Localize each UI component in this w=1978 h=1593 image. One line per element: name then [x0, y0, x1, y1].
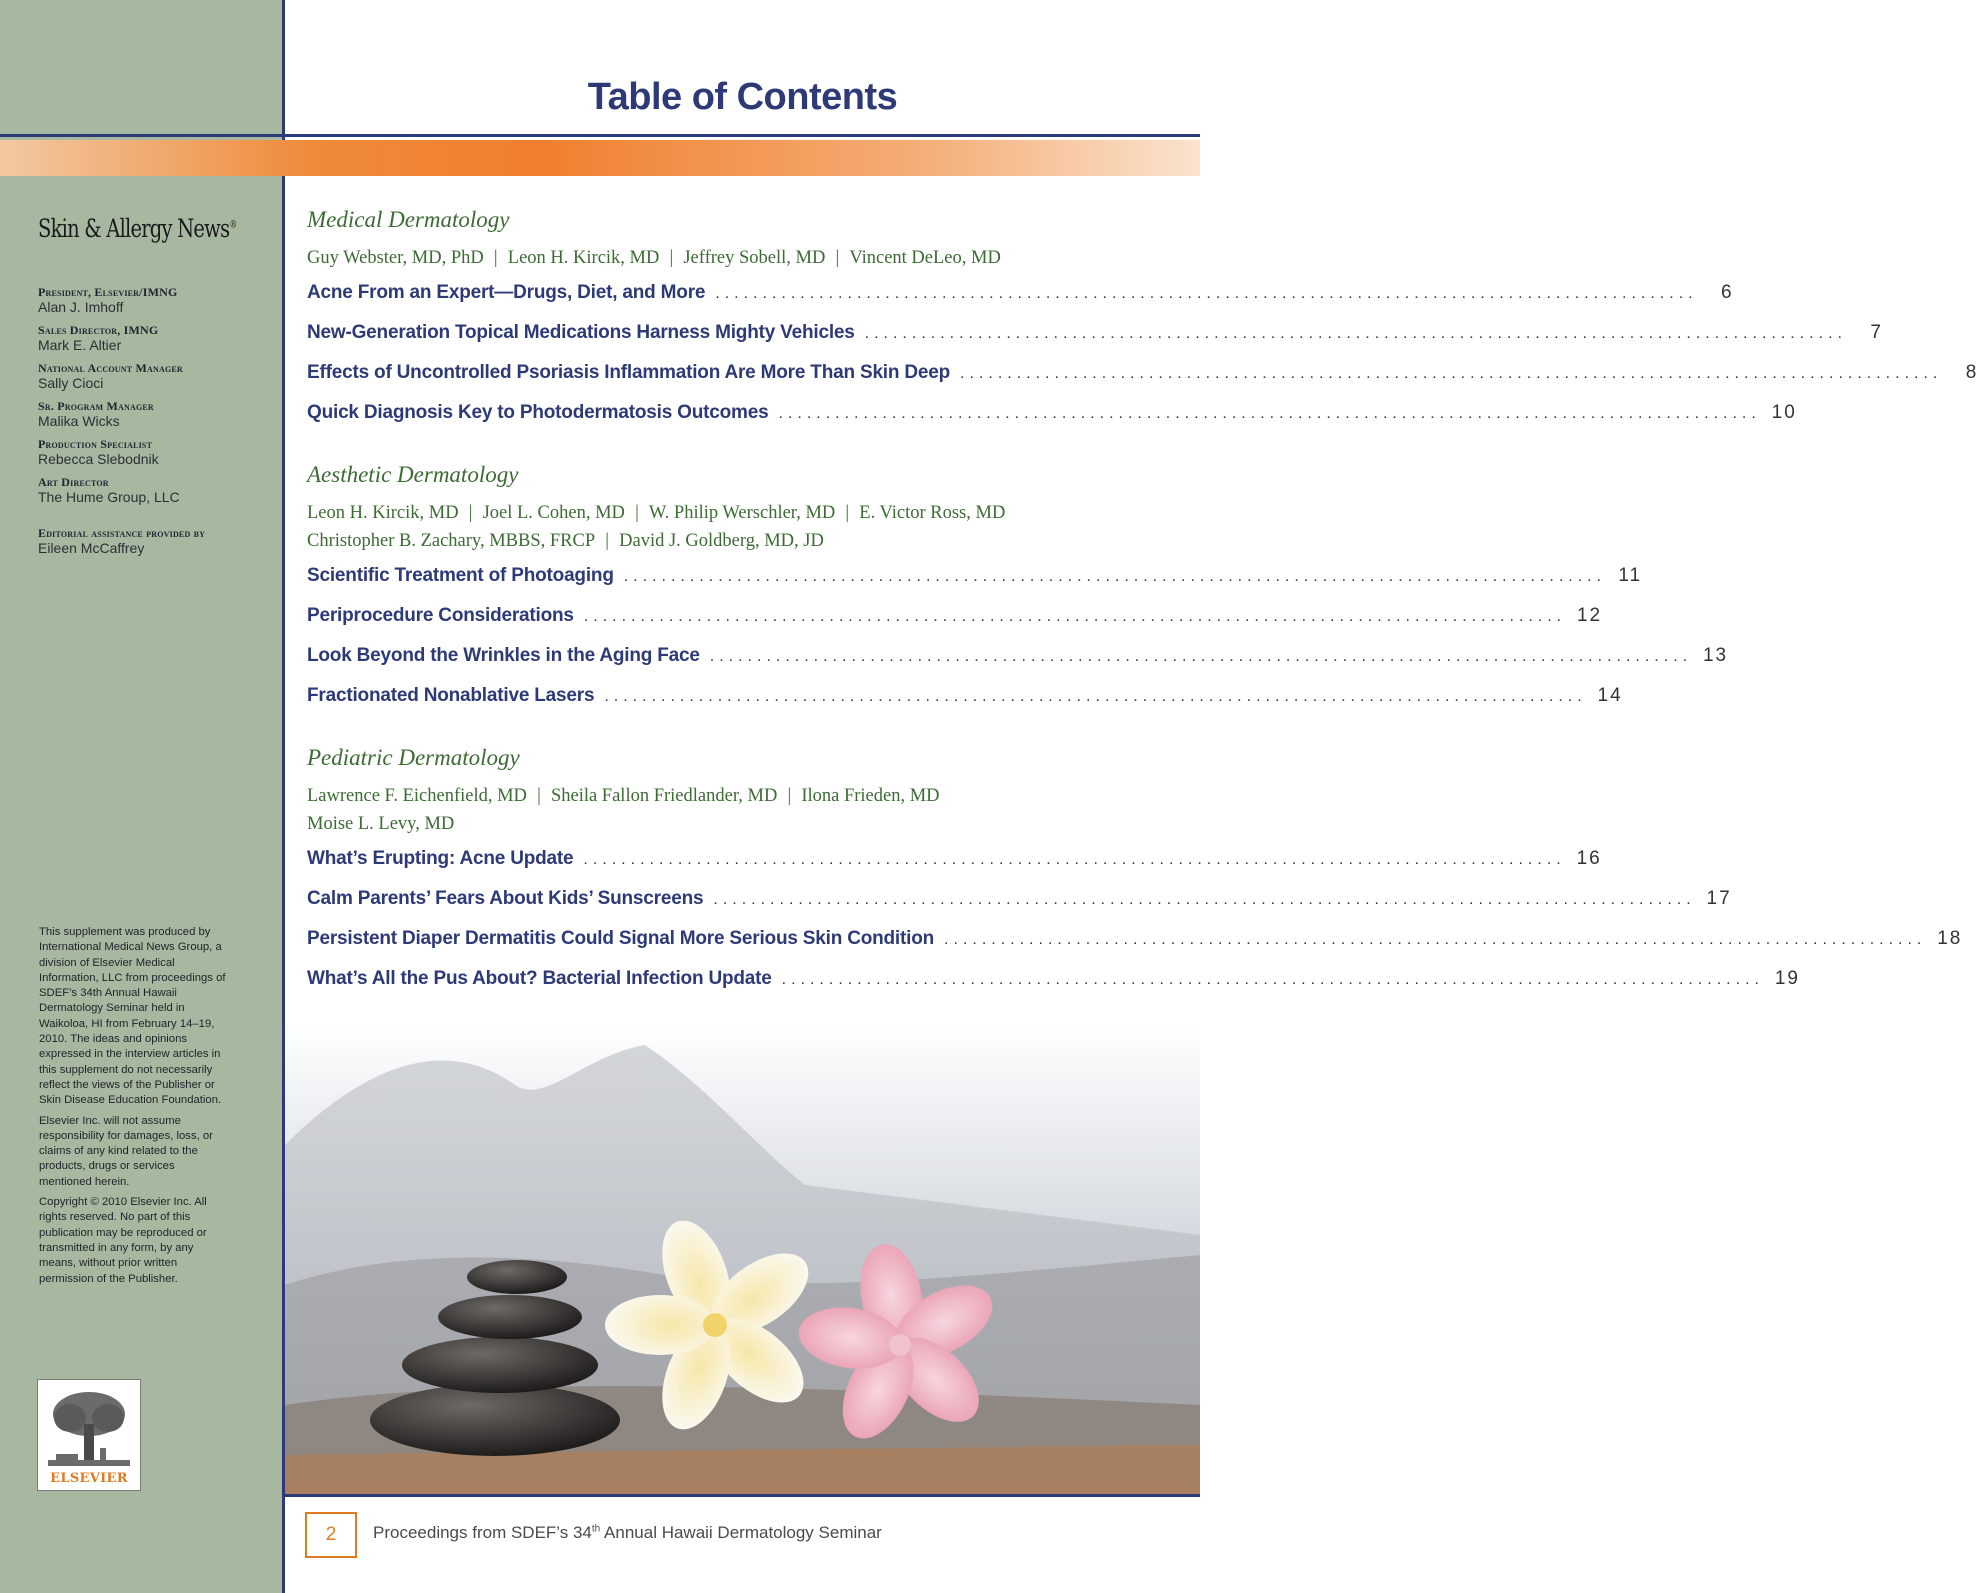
entry-page: 11: [1618, 565, 1643, 586]
author-list: [307, 499, 1067, 555]
entry-page: 10: [1771, 402, 1797, 423]
staff-role: Editorial assistance provided by: [38, 526, 206, 540]
toc-entry[interactable]: [307, 968, 1800, 1008]
staff-name: Alan J. Imhoff: [38, 299, 124, 315]
author-separator: |: [845, 503, 850, 523]
author: Christopher B. Zachary, MBBS, FRCP: [307, 531, 596, 551]
staff-item: [38, 285, 274, 316]
dot-leader: ........................................................................................................: [604, 688, 1587, 705]
entry-list: [307, 282, 1978, 442]
entry-title: Quick Diagnosis Key to Photodermatosis Outcomes: [307, 402, 769, 423]
toc-entry[interactable]: [307, 322, 1883, 362]
entry-page: 18: [1937, 928, 1963, 949]
dot-leader: ........................................................................................................: [715, 285, 1698, 302]
entry-title: Scientific Treatment of Photoaging: [307, 565, 614, 586]
staff-name: The Hume Group, LLC: [38, 489, 180, 505]
entry-title: Fractionated Nonablative Lasers: [307, 685, 595, 706]
section-title: Pediatric Dermatology: [307, 745, 520, 770]
staff-name: Mark E. Altier: [38, 337, 122, 353]
author: Jeffrey Sobell, MD: [683, 248, 826, 268]
staff-role: Production Specialist: [38, 437, 153, 451]
author: Leon H. Kircik, MD: [307, 503, 459, 523]
dot-leader: ........................................................................................................: [781, 971, 1764, 988]
entry-title: Look Beyond the Wrinkles in the Aging Face: [307, 645, 700, 666]
section-aesthetic: [307, 460, 1729, 725]
staff-list: [38, 285, 274, 564]
header-rule: [285, 134, 1200, 137]
toc-entry[interactable]: [307, 848, 1602, 888]
section-title: Medical Dermatology: [307, 207, 510, 232]
dot-leader: ........................................................................................................: [778, 405, 1761, 422]
staff-name: Sally Cioci: [38, 375, 104, 391]
dot-leader: ........................................................................................................: [944, 931, 1927, 948]
orange-band: [0, 140, 1200, 176]
entry-title: Acne From an Expert—Drugs, Diet, and More: [307, 282, 706, 303]
author: Sheila Fallon Friedlander, MD: [550, 786, 778, 806]
author-separator: |: [537, 786, 541, 806]
entry-title: New-Generation Topical Medications Harness Mighty Vehicles: [307, 322, 855, 343]
staff-role: National Account Manager: [38, 361, 183, 375]
footer-text-sup: th: [591, 1523, 601, 1535]
dot-leader: ........................................................................................................: [583, 608, 1567, 625]
author-list: [307, 782, 1067, 838]
author-separator: |: [635, 503, 639, 523]
author-list: [307, 244, 1067, 272]
toc-content: [307, 205, 1978, 1026]
spa-illustration: [285, 1025, 1200, 1495]
entry-page: 14: [1597, 685, 1623, 706]
dot-leader: ........................................................................................................: [709, 648, 1693, 665]
author: Leon H. Kircik, MD: [507, 248, 660, 268]
entry-page: 8: [1965, 362, 1978, 383]
entry-title: Periprocedure Considerations: [307, 605, 574, 626]
author-separator: |: [835, 248, 840, 268]
entry-list: [307, 848, 1963, 1008]
spa-stones-image: [285, 1025, 1200, 1495]
author: David J. Goldberg, MD, JD: [619, 531, 824, 551]
toc-entry[interactable]: [307, 928, 1963, 968]
footer-text-end: Annual Hawaii Dermatology Seminar: [600, 1523, 882, 1542]
sidebar-header-block: [0, 0, 282, 137]
logo-wordmark: ELSEVIER: [50, 1471, 128, 1486]
entry-page: 12: [1576, 605, 1603, 626]
disclaimer-paragraph: This supplement was produced by International Medical News Group, a division of Elsevier Medical Information, LLC from proceedings of SDEF’s 34th Annual Hawaii Dermatology Seminar held in Waikoloa, HI from February 14–19, 2010. The ideas and opinions expressed in the interview articles in this supplement do not necessarily reflect the views of the Publisher or Skin Disease Education Foundation.: [39, 926, 226, 1107]
author: Guy Webster, MD, PhD: [307, 248, 484, 268]
staff-name: Rebecca Slebodnik: [38, 451, 159, 467]
dot-leader: ........................................................................................................: [713, 891, 1696, 908]
toc-entry[interactable]: [307, 402, 1797, 442]
author: Joel L. Cohen, MD: [482, 503, 625, 523]
disclaimer-paragraph: Elsevier Inc. will not assume responsibility for damages, loss, or claims of any kind related to the products, drugs or services mentioned herein.: [39, 1114, 213, 1188]
author-separator: |: [669, 248, 674, 268]
toc-entry[interactable]: [307, 565, 1643, 605]
author: Lawrence F. Eichenfield, MD: [307, 786, 527, 806]
footer-text: [373, 1523, 882, 1543]
staff-role: Art Director: [38, 475, 109, 489]
author: Ilona Frieden, MD: [801, 786, 940, 806]
author-separator: |: [468, 503, 473, 523]
staff-role: Sr. Program Manager: [38, 399, 154, 413]
toc-entry[interactable]: [307, 645, 1729, 685]
author: Vincent DeLeo, MD: [849, 248, 1001, 268]
author: W. Philip Werschler, MD: [648, 503, 836, 523]
section-medical: [307, 205, 1978, 442]
staff-item: [38, 526, 274, 557]
author: E. Victor Ross, MD: [859, 503, 1006, 523]
entry-title: What’s Erupting: Acne Update: [307, 848, 574, 869]
entry-page: 17: [1706, 888, 1732, 909]
toc-entry[interactable]: [307, 605, 1603, 645]
entry-page: 13: [1702, 645, 1729, 666]
toc-entry[interactable]: [307, 362, 1978, 402]
staff-name: Eileen McCaffrey: [38, 540, 145, 556]
page-title: Table of Contents: [587, 76, 898, 118]
toc-entry[interactable]: [307, 888, 1732, 928]
footer-rule: [285, 1494, 1200, 1497]
staff-item: [38, 361, 274, 392]
entry-page: 19: [1774, 968, 1800, 989]
section-title: Aesthetic Dermatology: [307, 462, 519, 487]
entry-title: Persistent Diaper Dermatitis Could Signal More Serious Skin Condition: [307, 928, 935, 949]
toc-entry[interactable]: [307, 282, 1734, 322]
staff-name: Malika Wicks: [38, 413, 120, 429]
toc-entry[interactable]: [307, 685, 1623, 725]
author-separator: |: [787, 786, 792, 806]
dot-leader: ........................................................................................................: [623, 568, 1607, 585]
staff-item: [38, 399, 274, 430]
author-separator: |: [493, 248, 498, 268]
entry-page: 6: [1721, 282, 1734, 303]
entry-title: Calm Parents’ Fears About Kids’ Sunscreens: [307, 888, 704, 909]
author: Moise L. Levy, MD: [307, 814, 455, 834]
staff-role: Sales Director, IMNG: [38, 323, 159, 337]
tree-icon: [48, 1388, 130, 1466]
entry-page: 7: [1870, 322, 1883, 343]
staff-item: [38, 437, 274, 468]
elsevier-logo: [37, 1379, 141, 1491]
section-pediatric: [307, 743, 1963, 1008]
footer-text-start: Proceedings from SDEF’s 34: [373, 1523, 592, 1542]
staff-role: President, Elsevier/IMNG: [38, 285, 178, 299]
dot-leader: ........................................................................................................: [583, 851, 1566, 868]
author-separator: |: [605, 531, 609, 551]
disclaimer-paragraph: Copyright © 2010 Elsevier Inc. All rights reserved. No part of this publication may be reproduced or transmitted in any form, by any means, without prior written permission of the Publisher.: [39, 1196, 207, 1285]
staff-item: [38, 323, 274, 354]
entry-title: Effects of Uncontrolled Psoriasis Inflammation Are More Than Skin Deep: [307, 362, 951, 383]
entry-list: [307, 565, 1729, 725]
disclaimer: [39, 925, 229, 1292]
entry-title: What’s All the Pus About? Bacterial Infection Update: [307, 968, 772, 989]
dot-leader: ........................................................................................................: [960, 365, 1943, 382]
staff-item: [38, 475, 274, 506]
entry-page: 16: [1576, 848, 1602, 869]
page-number: 2: [305, 1512, 357, 1558]
dot-leader: ........................................................................................................: [864, 325, 1847, 342]
masthead-logo: Skin & Allergy News®: [38, 214, 237, 243]
